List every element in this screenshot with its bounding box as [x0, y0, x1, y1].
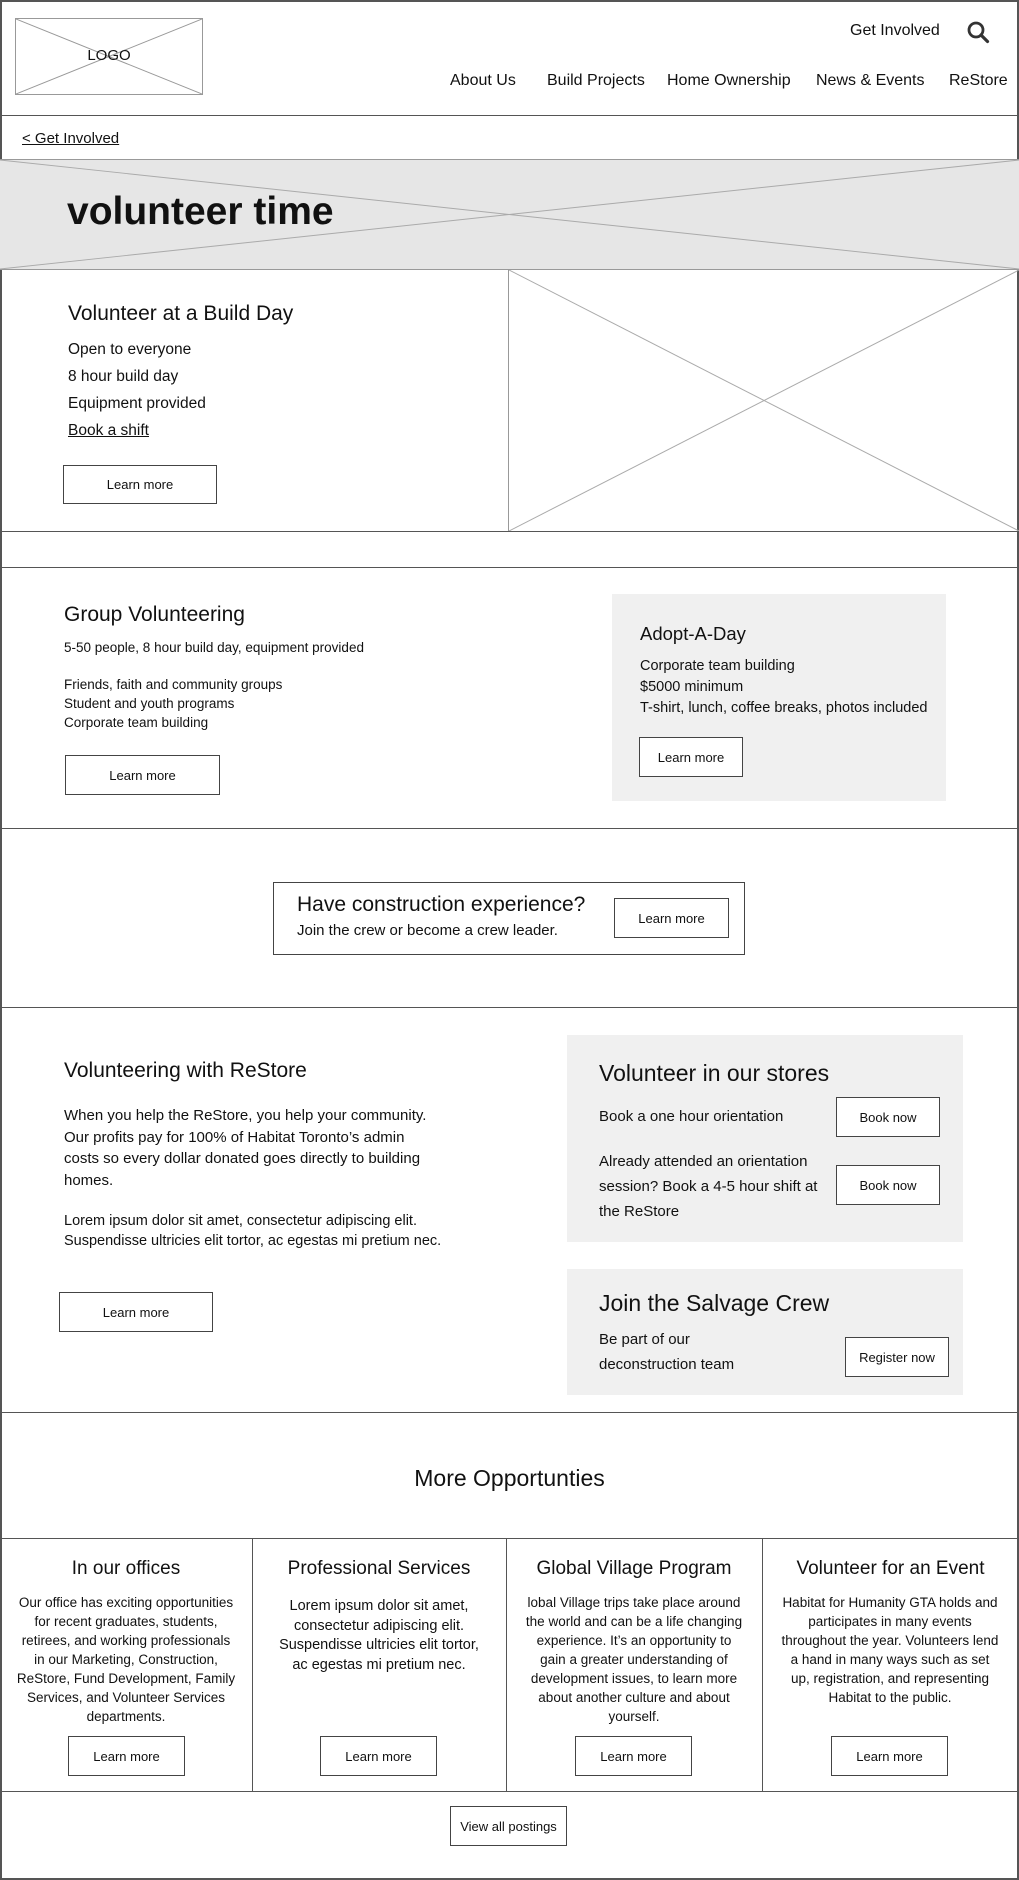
adopt-item: T-shirt, lunch, coffee breaks, photos included: [640, 700, 928, 716]
group-subtitle: 5-50 people, 8 hour build day, equipment provided: [64, 640, 364, 655]
build-day-item: Open to everyone: [68, 341, 192, 358]
nav-about-us[interactable]: About Us: [450, 72, 516, 89]
divider: [0, 1538, 1019, 1539]
divider: [0, 1791, 1019, 1792]
build-day-image: [508, 270, 1019, 531]
restore-learn-more-button[interactable]: Learn more: [59, 1292, 213, 1332]
stores-orientation-text: Book a one hour orientation: [599, 1108, 784, 1125]
stores-shift-text: Already attended an orientation session? Book a 4-5 hour shift at the ReStore: [599, 1153, 818, 1220]
group-title: Group Volunteering: [64, 603, 245, 626]
group-item: Friends, faith and community groups: [64, 677, 283, 692]
group-item: Student and youth programs: [64, 696, 235, 711]
construction-learn-more-button[interactable]: Learn more: [614, 898, 729, 938]
adopt-item: $5000 minimum: [640, 679, 744, 695]
stores-title: Volunteer in our stores: [599, 1060, 830, 1086]
nav-home-ownership[interactable]: Home Ownership: [667, 72, 791, 89]
divider: [0, 531, 1019, 532]
opportunity-title: Professional Services: [287, 1558, 471, 1579]
opportunity-title: Global Village Program: [536, 1558, 732, 1579]
adopt-item: Corporate team building: [640, 658, 795, 674]
register-salvage-button[interactable]: Register now: [845, 1337, 949, 1377]
nav-restore[interactable]: ReStore: [949, 72, 1008, 89]
divider: [0, 115, 1019, 116]
salvage-title: Join the Salvage Crew: [599, 1290, 830, 1316]
adopt-learn-more-button[interactable]: Learn more: [639, 737, 743, 777]
page-title: volunteer time: [67, 190, 334, 233]
logo-text: LOGO: [87, 47, 131, 64]
more-opportunities-title: More Opportunties: [414, 1465, 605, 1491]
adopt-title: Adopt-A-Day: [640, 623, 746, 644]
build-day-title: Volunteer at a Build Day: [68, 302, 294, 325]
nav-build-projects[interactable]: Build Projects: [547, 72, 645, 89]
hero-banner: [0, 159, 1019, 270]
offices-learn-more-button[interactable]: Learn more: [68, 1736, 185, 1776]
book-orientation-button[interactable]: Book now: [836, 1097, 940, 1137]
opportunity-text: Our office has exciting opportunities for recent graduates, students, retirees, and working professionals in our Marketing, Construction, ReStore, Fund Development, Family Services, and Volunteer Services departments.: [16, 1595, 236, 1724]
breadcrumb-get-involved[interactable]: < Get Involved: [22, 130, 120, 147]
restore-paragraph: When you help the ReStore, you help your community. Our profits pay for 100% of Habitat Toronto’s admin costs so every dollar donated goes directly to building homes.: [64, 1107, 427, 1189]
divider: [0, 828, 1019, 829]
divider: [0, 1007, 1019, 1008]
divider: [0, 567, 1019, 568]
logo[interactable]: [15, 18, 203, 95]
professional-learn-more-button[interactable]: Learn more: [320, 1736, 437, 1776]
salvage-text: Be part of our deconstruction team: [599, 1331, 735, 1373]
global-village-learn-more-button[interactable]: Learn more: [575, 1736, 692, 1776]
opportunity-title: In our offices: [71, 1558, 181, 1579]
view-all-postings-button[interactable]: View all postings: [450, 1806, 567, 1846]
build-day-item: 8 hour build day: [68, 368, 179, 385]
build-day-learn-more-button[interactable]: Learn more: [63, 465, 217, 504]
utility-get-involved-link[interactable]: Get Involved: [850, 22, 940, 39]
construction-title: Have construction experience?: [297, 893, 586, 916]
opportunity-title: Volunteer for an Event: [796, 1558, 985, 1579]
construction-text: Join the crew or become a crew leader.: [297, 922, 558, 939]
nav-news-events[interactable]: News & Events: [816, 72, 925, 89]
event-learn-more-button[interactable]: Learn more: [831, 1736, 948, 1776]
build-day-item: Equipment provided: [68, 395, 206, 412]
book-shift-button[interactable]: Book now: [836, 1165, 940, 1205]
restore-title: Volunteering with ReStore: [64, 1059, 307, 1082]
opportunity-text: Habitat for Humanity GTA holds and participates in many events throughout the year. Volunteers lend a hand in many ways such as set up, registration, and representing Habitat to the public.: [781, 1595, 999, 1705]
divider: [0, 1412, 1019, 1413]
book-shift-link[interactable]: Book a shift: [68, 422, 149, 439]
group-item: Corporate team building: [64, 715, 209, 730]
opportunity-text: Lorem ipsum dolor sit amet, consectetur adipiscing elit. Suspendisse ultricies elit tortor, ac egestas mi pretium nec.: [279, 1598, 479, 1673]
restore-paragraph: Lorem ipsum dolor sit amet, consectetur adipiscing elit. Suspendisse ultricies elit tortor, ac egestas mi pretium nec.: [64, 1213, 442, 1249]
opportunity-text: lobal Village trips take place around the world and can be a life changing experience. It’s an opportunity to gain a greater understanding of development issues, to learn more about another culture and about yourself.: [525, 1595, 743, 1724]
group-learn-more-button[interactable]: Learn more: [65, 755, 220, 795]
search-icon[interactable]: [966, 20, 990, 44]
